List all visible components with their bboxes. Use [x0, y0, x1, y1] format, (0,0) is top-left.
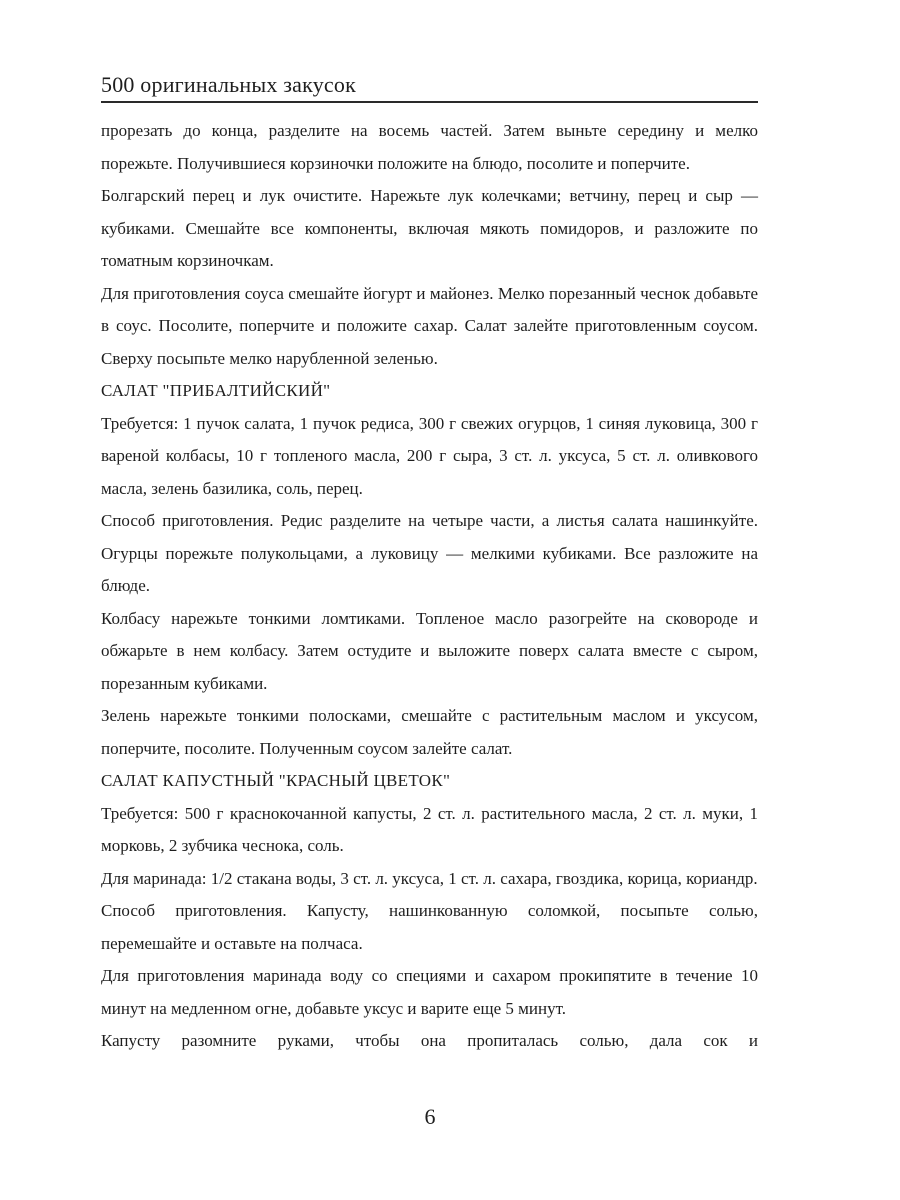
- paragraph: Способ приготовления. Редис разделите на четыре части, а листья салата нашинкуйте. Огурцы порежьте полукольцами, а луковицу — мелкими кубиками. Все разложите на блюде.: [101, 511, 758, 595]
- paragraph: Для приготовления соуса смешайте йогурт и майонез. Мелко порезанный чеснок добавьте в соус. Посолите, поперчите и положите сахар. Салат залейте приготовленным соусом. Сверху посыпьте мелко нарубленной зеленью.: [101, 283, 758, 368]
- paragraph: Для маринада: 1/2 стакана воды, 3 ст. л. уксуса, 1 ст. л. сахара, гвоздика, корица, кориандр.: [101, 868, 758, 888]
- paragraph: прорезать до конца, разделите на восемь частей. Затем выньте середину и мелко порежьте. Получившиеся корзиночки положите на блюдо, посолите и поперчите.: [101, 121, 758, 173]
- page-body: [101, 115, 758, 1058]
- paragraph: Болгарский перец и лук очистите. Нарежьте лук колечками; ветчину, перец и сыр — кубиками. Смешайте все компоненты, включая мякоть помидоров, и разложите по томатным корзиночкам.: [101, 186, 758, 270]
- paragraph: Способ приготовления. Капусту, нашинкованную соломкой, посыпьте солью, перемешайте и оставьте на полчаса.: [101, 901, 758, 953]
- paragraph: Капусту разомните руками, чтобы она пропиталась солью, дала сок и: [101, 1031, 758, 1050]
- paragraph: Зелень нарежьте тонкими полосками, смешайте с растительным маслом и уксусом, поперчите, посолите. Полученным соусом залейте салат.: [101, 706, 758, 758]
- page-number: 6: [424, 1104, 436, 1129]
- paragraph: Колбасу нарежьте тонкими ломтиками. Топленое масло разогрейте на сковороде и обжарьте в нем колбасу. Затем остудите и выложите поверх салата вместе с сыром, порезанным кубиками.: [101, 608, 758, 693]
- recipe-heading: САЛАТ "ПРИБАЛТИЙСКИЙ": [101, 381, 331, 400]
- paragraph: Для приготовления маринада воду со специями и сахаром прокипятите в течение 10 минут на медленном огне, добавьте уксус и варите еще 5 минут.: [101, 966, 758, 1018]
- paragraph: Требуется: 500 г краснокочанной капусты, 2 ст. л. растительного масла, 2 ст. л. муки, 1 морковь, 2 зубчика чеснока, соль.: [101, 803, 758, 855]
- header-rule: [101, 101, 758, 103]
- paragraph: Требуется: 1 пучок салата, 1 пучок редиса, 300 г свежих огурцов, 1 синяя луковица, 300 г вареной колбасы, 10 г топленого масла, 200 г сыра, 3 ст. л. уксуса, 5 ст. л. оливкового масла, зелень базилика, соль, перец.: [101, 413, 758, 498]
- running-title: 500 оригинальных закусок: [101, 72, 356, 97]
- recipe-heading: САЛАТ КАПУСТНЫЙ "КРАСНЫЙ ЦВЕТОК": [101, 771, 451, 790]
